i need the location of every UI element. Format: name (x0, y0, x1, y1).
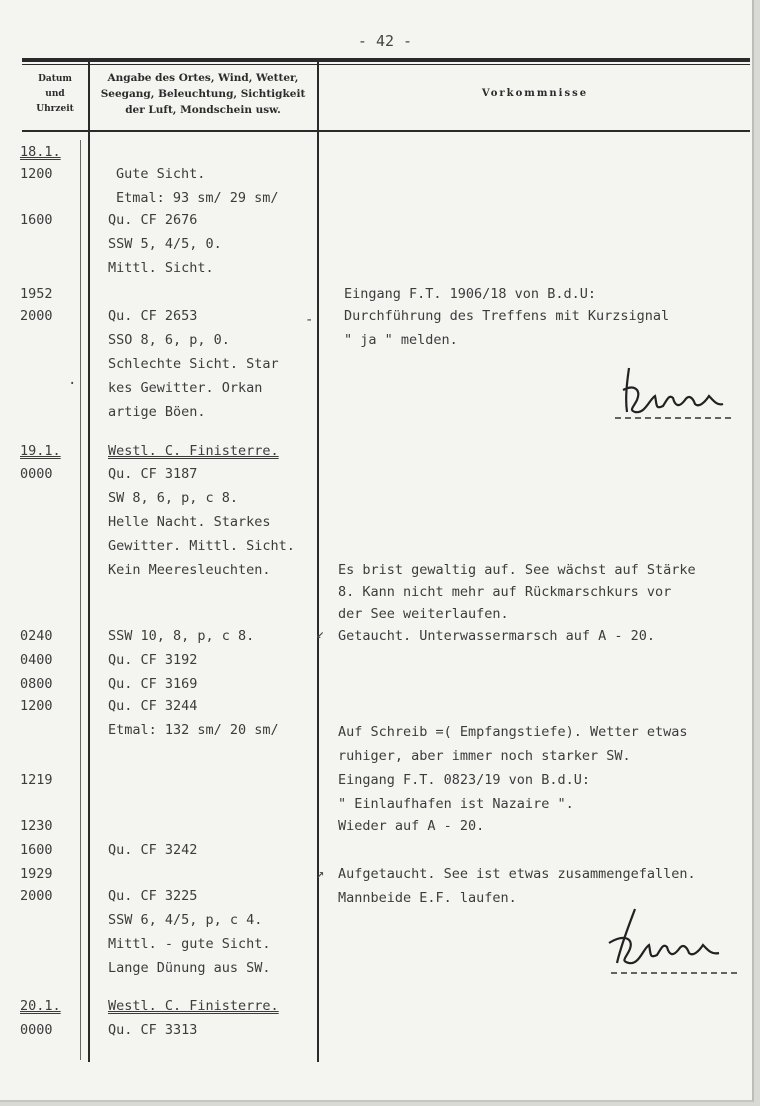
weather-line: Etmal: 93 sm/ 29 sm/ (116, 190, 279, 206)
handwritten-signature (605, 360, 745, 424)
event-line: Mannbeide E.F. laufen. (338, 890, 517, 906)
time-entry: 1230 (20, 818, 53, 834)
time-entry: 1929 (20, 866, 53, 882)
handwritten-signature (595, 905, 745, 979)
weather-line: Kein Meeresleuchten. (108, 562, 271, 578)
position-line: Qu. CF 3225 (108, 888, 198, 904)
weather-line: artige Böen. (108, 404, 206, 420)
header-events: Vorkommnisse (481, 88, 589, 99)
position-line: Qu. CF 3169 (108, 676, 198, 692)
top-rule-thick (22, 58, 750, 62)
weather-line: Mittl. - gute Sicht. (108, 936, 271, 952)
event-line: Auf Schreib =( Empfangstiefe). Wetter etwas (338, 724, 688, 740)
weather-line: Mittl. Sicht. (108, 260, 214, 276)
column-divider-1 (88, 62, 90, 1062)
date-18-1: 18.1. (20, 144, 61, 160)
event-line: Aufgetaucht. See ist etwas zusammengefallen. (338, 866, 696, 882)
left-margin-line (80, 140, 81, 1060)
weather-line: SW 8, 6, p, c 8. (108, 490, 239, 506)
event-line: ruhiger, aber immer noch starker SW. (338, 748, 631, 764)
event-line: Durchführung des Treffens mit Kurzsignal (344, 308, 670, 324)
weather-line: SSO 8, 6, p, 0. (108, 332, 230, 348)
time-entry: 0800 (20, 676, 53, 692)
time-entry: 1200 (20, 166, 53, 182)
position-line: Qu. CF 3313 (108, 1022, 198, 1038)
header-date-time (24, 72, 86, 117)
position-line: Qu. CF 3242 (108, 842, 198, 858)
date-19-1: 19.1. (20, 443, 61, 459)
time-entry: 1219 (20, 772, 53, 788)
time-entry: 1600 (20, 842, 53, 858)
weather-line: SSW 10, 8, p, c 8. (108, 628, 255, 644)
weather-line: kes Gewitter. Orkan (108, 380, 263, 396)
time-entry: 2000 (20, 888, 53, 904)
header-date-line3: Uhrzeit (36, 104, 74, 114)
event-line: Eingang F.T. 1906/18 von B.d.U: (344, 286, 596, 302)
position-line: Qu. CF 2653 (108, 308, 198, 324)
margin-arrow-mark: ↙ (316, 626, 325, 642)
time-entry: 1200 (20, 698, 53, 714)
position-line: Qu. CF 2676 (108, 212, 198, 228)
weather-line: Lange Dünung aus SW. (108, 960, 271, 976)
position-line: Qu. CF 3187 (108, 466, 198, 482)
weather-line: Gute Sicht. (116, 166, 206, 182)
time-entry: 0000 (20, 1022, 53, 1038)
top-rule-thin (22, 64, 750, 65)
time-entry: 1600 (20, 212, 53, 228)
event-line: " Einlaufhafen ist Nazaire ". (338, 796, 574, 812)
event-line: Eingang F.T. 0823/19 von B.d.U: (338, 772, 590, 788)
weather-line: SSW 6, 4/5, p, c 4. (108, 912, 263, 928)
time-entry: 2000 (20, 308, 53, 324)
time-entry: 0000 (20, 466, 53, 482)
location-line: Westl. C. Finisterre. (108, 443, 279, 459)
position-line: Qu. CF 3192 (108, 652, 198, 668)
header-location-line1: Angabe des Ortes, Wind, Wetter, (107, 72, 299, 84)
time-entry: 1952 (20, 286, 53, 302)
page-number: - 42 - (357, 32, 413, 50)
header-bottom-rule (22, 130, 750, 132)
location-line: Westl. C. Finisterre. (108, 998, 279, 1014)
date-20-1: 20.1. (20, 998, 61, 1014)
weather-line: Etmal: 132 sm/ 20 sm/ (108, 722, 279, 738)
header-location-line2: Seegang, Beleuchtung, Sichtigkeit (100, 88, 306, 100)
margin-dot-mark: · (68, 376, 77, 392)
weather-line: Gewitter. Mittl. Sicht. (108, 538, 295, 554)
header-date-line1: Datum (38, 74, 72, 84)
weather-line: Helle Nacht. Starkes (108, 514, 271, 530)
event-line: der See weiterlaufen. (338, 606, 509, 622)
column-divider-2 (317, 62, 319, 1062)
header-location-weather (92, 70, 314, 118)
weather-line: SSW 5, 4/5, 0. (108, 236, 222, 252)
position-line: Qu. CF 3244 (108, 698, 198, 714)
event-line: " ja " melden. (344, 332, 458, 348)
margin-dash-mark: - (305, 312, 314, 328)
event-line: Getaucht. Unterwassermarsch auf A - 20. (338, 628, 655, 644)
event-line: 8. Kann nicht mehr auf Rückmarschkurs vor (338, 584, 672, 600)
margin-arrow-mark: ↗ (316, 866, 325, 882)
weather-line: Schlechte Sicht. Star (108, 356, 279, 372)
time-entry: 0240 (20, 628, 53, 644)
event-line: Wieder auf A - 20. (338, 818, 485, 834)
header-date-line2: und (45, 89, 65, 99)
time-entry: 0400 (20, 652, 53, 668)
event-line: Es brist gewaltig auf. See wächst auf Stärke (338, 562, 696, 578)
header-location-line3: der Luft, Mondschein usw. (125, 104, 281, 116)
